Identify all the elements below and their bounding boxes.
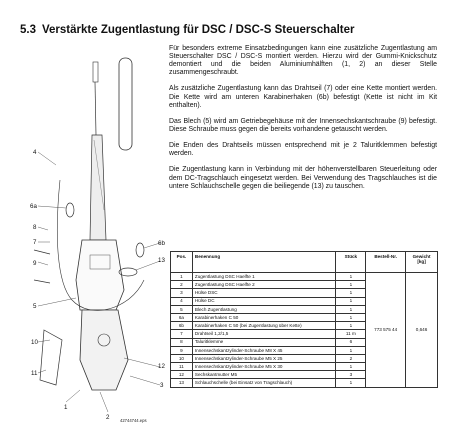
strain-relief-drawing xyxy=(90,135,106,240)
carabiner-6a-drawing xyxy=(66,203,74,217)
callout-label: 13 xyxy=(158,257,165,264)
col-header-name: Benennung xyxy=(192,252,336,273)
cell-name: Blech Zugentlastung xyxy=(192,305,336,313)
cell-pos: 6a xyxy=(171,313,193,321)
screw-drawing xyxy=(34,250,50,254)
exploded-view-figure xyxy=(20,40,170,425)
cell-pos: 4 xyxy=(171,297,193,305)
body-text xyxy=(169,45,437,199)
cell-qty: 1 xyxy=(336,379,366,387)
callout-label: 2 xyxy=(106,414,110,421)
screw-drawing xyxy=(34,280,50,283)
cell-name: Taluritklemme xyxy=(192,338,336,346)
weight-unit: [kg] xyxy=(417,259,426,265)
cell-qty: 1 xyxy=(336,289,366,297)
cell-qty: 1 xyxy=(336,313,366,321)
callout-label: 6b xyxy=(158,240,165,247)
cell-pos: 5 xyxy=(171,305,193,313)
paragraph: Die Zugentlastung kann in Verbindung mit der höhenverstellbaren Steuerleitung oder dem DC-Tragschlauch eingesetzt werden. Bei Verwendung des Tragschlauches ist die untere Schlauchschelle gegen die beiliegende (13) zu tauschen. xyxy=(169,166,437,190)
cell-name: Karabinerhaken C 50 (bei Zugentlastung über Kette) xyxy=(192,322,336,330)
cell-pos: 8 xyxy=(171,338,193,346)
cell-pos: 1 xyxy=(171,273,193,281)
cell-pos: 10 xyxy=(171,354,193,362)
cell-qty: 1 xyxy=(336,363,366,371)
paragraph: Das Blech (5) wird am Getriebegehäuse mit der Innensechskantschraube (9) befestigt. Diese Schraube muss gegen die bereits vorhandene getauscht werden. xyxy=(169,117,437,133)
section-title: Verstärkte Zugentlastung für DSC / DSC-S Steuerschalter xyxy=(42,24,355,36)
cell-name: Hülse DC xyxy=(192,297,336,305)
cell-pos: 2 xyxy=(171,281,193,289)
callout-label: 9 xyxy=(33,260,37,267)
cell-name: Zugentlastung DSC Haelfte 1 xyxy=(192,273,336,281)
cell-name: Innensechskantzylinder-Schraube M5 X 30 xyxy=(192,363,336,371)
cell-qty: 1 xyxy=(336,281,366,289)
hose-clamp-drawing xyxy=(119,268,137,276)
section-number: 5.3 xyxy=(20,24,36,36)
cell-qty: 2 xyxy=(336,354,366,362)
table-header-row xyxy=(171,252,438,273)
callout-label: 4 xyxy=(33,149,37,156)
cell-qty: 11 m xyxy=(336,330,366,338)
cell-name: Schlauchschelle (bei Einsatz von Tragschlauch) xyxy=(192,379,336,387)
clamp-halves-drawing xyxy=(40,330,62,385)
callout-label: 8 xyxy=(33,224,37,231)
cell-name: Innensechskantzylinder-Schraube M5 X 25 xyxy=(192,354,336,362)
cell-qty: 1 xyxy=(336,305,366,313)
callout-label: 12 xyxy=(158,363,165,370)
cell-name: Karabinerhaken C 50 xyxy=(192,313,336,321)
cell-name: Zugentlastung DSC Haelfte 2 xyxy=(192,281,336,289)
callout-label: 5 xyxy=(33,303,37,310)
figure-drawing xyxy=(20,40,170,425)
cell-name: Innensechskantzylinder-Schraube M8 X 45 xyxy=(192,346,336,354)
cell-pos: 3 xyxy=(171,289,193,297)
cable-drawing xyxy=(95,82,96,135)
cell-pos: 6b xyxy=(171,322,193,330)
cell-name: Hülse DSC xyxy=(192,289,336,297)
cell-qty: 1 xyxy=(336,273,366,281)
cell-name: Drahtseil 1,2/1,5 xyxy=(192,330,336,338)
callout-label: 11 xyxy=(31,370,38,377)
weight-label: Gewicht xyxy=(412,254,431,259)
cell-pos: 12 xyxy=(171,371,193,379)
cell-qty: 6 xyxy=(336,338,366,346)
cell-qty: 1 xyxy=(336,297,366,305)
paragraph: Die Enden des Drahtseils müssen entsprechend mit je 2 Taluritklemmen befestigt werden. xyxy=(169,142,437,158)
parts-table xyxy=(170,251,438,388)
handle-drawing xyxy=(80,310,128,390)
carabiner-6b-drawing xyxy=(136,243,144,257)
cell-name: Sechskantmutter M5 xyxy=(192,371,336,379)
callout-label: 6a xyxy=(30,203,37,210)
callout-label: 7 xyxy=(33,239,37,246)
cell-pos: 7 xyxy=(171,330,193,338)
col-header-weight xyxy=(406,252,438,273)
cell-qty: 1 xyxy=(336,346,366,354)
callout-label: 10 xyxy=(31,339,38,346)
cell-weight: 0,646 xyxy=(406,273,438,388)
gearbox-drawing xyxy=(76,240,124,310)
figure-caption: 42744744.eps xyxy=(120,418,147,423)
col-header-order: Bestell-Nr. xyxy=(366,252,406,273)
cell-order-no: 773 575 44 xyxy=(366,273,406,388)
paragraph: Als zusätzliche Zugentlastung kann das Drahtseil (7) oder eine Kette montiert werden. Die Kette wird am unteren Karabinerhaken (6b) befestigt (Kette ist nicht im Kit enthalten). xyxy=(169,85,437,109)
paragraph: Für besonders extreme Einsatzbedingungen kann eine zusätzliche Zugentlastung am Steuerschalter DSC / DSC-S montiert werden. Hierzu wird der Gummi-Knickschutz demontiert und die beiden Aluminiumhälften (1, 2) an dieser Stelle zusammengeschraubt. xyxy=(169,45,437,77)
section-heading xyxy=(20,24,355,36)
callout-label: 1 xyxy=(64,404,68,411)
cell-pos: 11 xyxy=(171,363,193,371)
cell-qty: 3 xyxy=(336,371,366,379)
connector-drawing xyxy=(93,62,98,82)
col-header-qty: Stück xyxy=(336,252,366,273)
table-row xyxy=(171,273,438,281)
sleeve-drawing xyxy=(119,58,132,150)
callout-label: 3 xyxy=(160,382,164,389)
cell-pos: 13 xyxy=(171,379,193,387)
cell-pos: 9 xyxy=(171,346,193,354)
cell-qty: 1 xyxy=(336,322,366,330)
col-header-pos: Pos. xyxy=(171,252,193,273)
